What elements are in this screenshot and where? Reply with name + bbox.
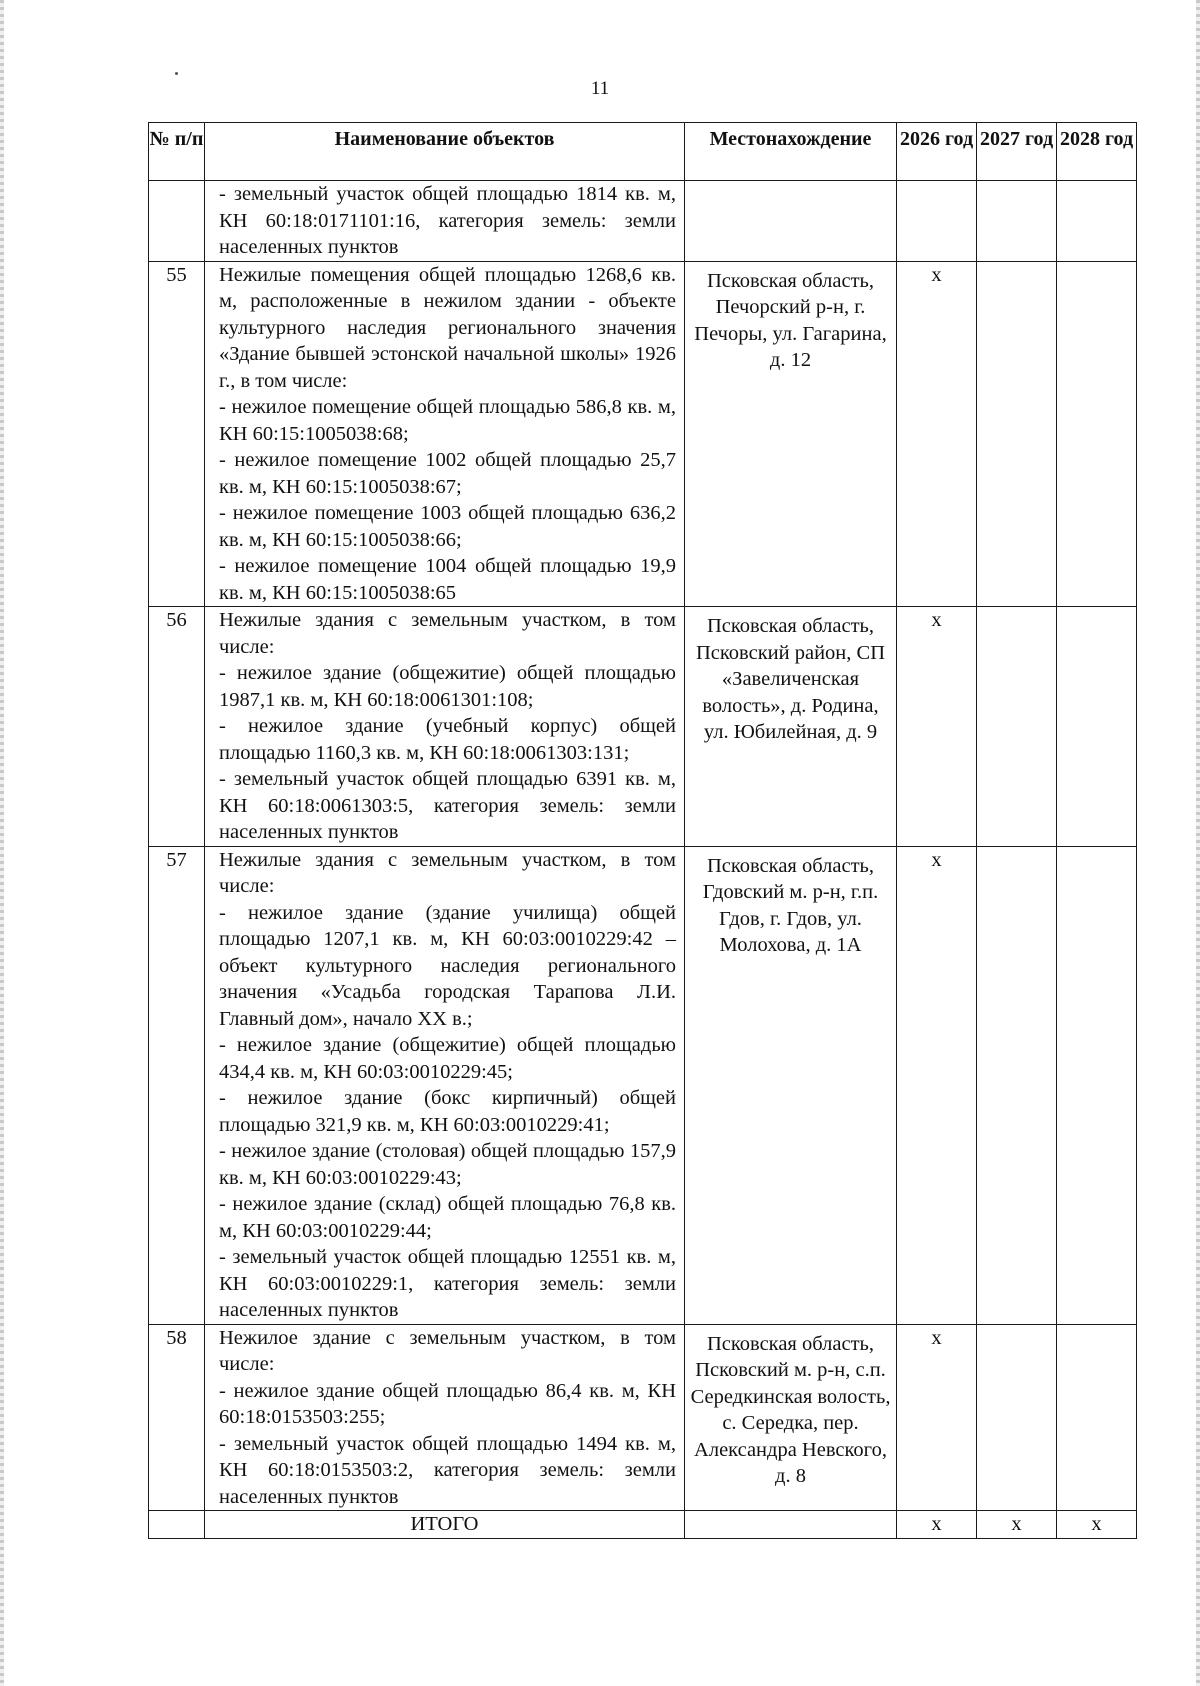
mark-2027	[977, 181, 1057, 262]
header-row	[149, 123, 1137, 181]
object-name-line: - нежилое здание (столовая) общей площадью 157,9 кв. м, КН 60:03:0010229:43;	[219, 1140, 676, 1189]
total-num-cell	[149, 1511, 205, 1539]
row-number: 56	[149, 607, 205, 847]
location-cell	[685, 181, 897, 262]
table-row	[149, 181, 1137, 262]
location-cell: Псковская область, Псковский м. р-н, с.п. Середкинская волость, с. Середка, пер. Александра Невского, д. 8	[685, 1324, 897, 1511]
object-name-line: - земельный участок общей площадью 6391 кв. м, КН 60:18:0061303:5, категория земель: земли населенных пунктов	[219, 768, 676, 843]
mark-2028	[1057, 607, 1137, 847]
header-num: № п/п	[149, 123, 205, 181]
row-number: 57	[149, 846, 205, 1324]
object-name-cell	[205, 607, 685, 847]
total-2028: x	[1057, 1511, 1137, 1539]
mark-2028	[1057, 846, 1137, 1324]
row-number: 55	[149, 261, 205, 607]
location-cell: Псковская область, Печорский р-н, г. Печоры, ул. Гагарина, д. 12	[685, 261, 897, 607]
object-name-line: - земельный участок общей площадью 1814 кв. м, КН 60:18:0171101:16, категория земель: земли населенных пунктов	[219, 183, 676, 258]
table-body	[149, 181, 1137, 1511]
object-name-line: - нежилое помещение 1002 общей площадью 25,7 кв. м, КН 60:15:1005038:67;	[219, 449, 676, 498]
object-name-line: - нежилое здание общей площадью 86,4 кв. м, КН 60:18:0153503:255;	[219, 1379, 676, 1428]
object-name-cell	[205, 1324, 685, 1511]
total-location-cell	[685, 1511, 897, 1539]
object-name-line: - нежилое здание (бокс кирпичный) общей площадью 321,9 кв. м, КН 60:03:0010229:41;	[219, 1087, 676, 1136]
table-row	[149, 261, 1137, 607]
scan-edge-left	[0, 0, 4, 1686]
page-number: 11	[590, 78, 610, 99]
location-cell: Псковская область, Псковский район, СП «Завеличенская волость», д. Родина, ул. Юбилейная, д. 9	[685, 607, 897, 847]
object-name-line: - нежилое помещение 1003 общей площадью 636,2 кв. м, КН 60:15:1005038:66;	[219, 502, 676, 551]
object-name-line: - нежилое здание (учебный корпус) общей площадью 1160,3 кв. м, КН 60:18:0061303:131;	[219, 715, 676, 764]
scan-edge-right	[1196, 0, 1200, 1686]
object-name-line: - нежилое здание (общежитие) общей площадью 434,4 кв. м, КН 60:03:0010229:45;	[219, 1034, 676, 1083]
header-location: Местонахождение	[685, 123, 897, 181]
object-name-line: - нежилое помещение 1004 общей площадью 19,9 кв. м, КН 60:15:1005038:65	[219, 555, 676, 604]
mark-2027	[977, 846, 1057, 1324]
mark-2028	[1057, 261, 1137, 607]
object-name-cell	[205, 181, 685, 262]
object-name-line: - земельный участок общей площадью 12551 кв. м, КН 60:03:0010229:1, категория земель: земли населенных пунктов	[219, 1246, 676, 1321]
mark-2026: x	[897, 607, 977, 847]
object-name-line: Нежилые здания с земельным участком, в том числе:	[219, 609, 676, 658]
mark-2027	[977, 607, 1057, 847]
header-2026: 2026 год	[897, 123, 977, 181]
object-name-cell	[205, 261, 685, 607]
location-cell: Псковская область, Гдовский м. р-н, г.п. Гдов, г. Гдов, ул. Молохова, д. 1А	[685, 846, 897, 1324]
object-name-line: - нежилое помещение общей площадью 586,8 кв. м, КН 60:15:1005038:68;	[219, 396, 676, 445]
header-2027: 2027 год	[977, 123, 1057, 181]
mark-2026: x	[897, 1324, 977, 1511]
mark-2026: x	[897, 261, 977, 607]
total-label: ИТОГО	[205, 1511, 685, 1539]
mark-2026	[897, 181, 977, 262]
object-name-line: - земельный участок общей площадью 1494 кв. м, КН 60:18:0153503:2, категория земель: земли населенных пунктов	[219, 1432, 676, 1508]
mark-2028	[1057, 1324, 1137, 1511]
total-2026: x	[897, 1511, 977, 1539]
object-name-line: Нежилое здание с земельным участком, в том числе:	[219, 1326, 676, 1375]
objects-table	[148, 122, 1137, 1539]
object-name-line: - нежилое здание (склад) общей площадью 76,8 кв. м, КН 60:03:0010229:44;	[219, 1193, 676, 1242]
object-name-line: - нежилое здание (общежитие) общей площадью 1987,1 кв. м, КН 60:18:0061301:108;	[219, 662, 676, 711]
mark-2028	[1057, 181, 1137, 262]
object-name-line: Нежилые здания с земельным участком, в том числе:	[219, 848, 676, 897]
table-row	[149, 846, 1137, 1324]
scan-speck	[175, 72, 178, 75]
total-row	[149, 1511, 1137, 1539]
header-name: Наименование объектов	[205, 123, 685, 181]
total-2027: x	[977, 1511, 1057, 1539]
header-2028: 2028 год	[1057, 123, 1137, 181]
table-row	[149, 1324, 1137, 1511]
row-number: 58	[149, 1324, 205, 1511]
mark-2026: x	[897, 846, 977, 1324]
object-name-line: Нежилые помещения общей площадью 1268,6 кв. м, расположенные в нежилом здании - объекте культурного наследия регионального значения «Здание бывшей эстонской начальной школы» 1926 г., в том числе:	[219, 263, 676, 392]
table-row	[149, 607, 1137, 847]
object-name-line: - нежилое здание (здание училища) общей площадью 1207,1 кв. м, КН 60:03:0010229:42 – объект культурного наследия регионального значения «Усадьба городская Тарапова Л.И. Главный дом», начало XX в.;	[219, 901, 676, 1030]
row-number	[149, 181, 205, 262]
mark-2027	[977, 261, 1057, 607]
mark-2027	[977, 1324, 1057, 1511]
object-name-cell	[205, 846, 685, 1324]
